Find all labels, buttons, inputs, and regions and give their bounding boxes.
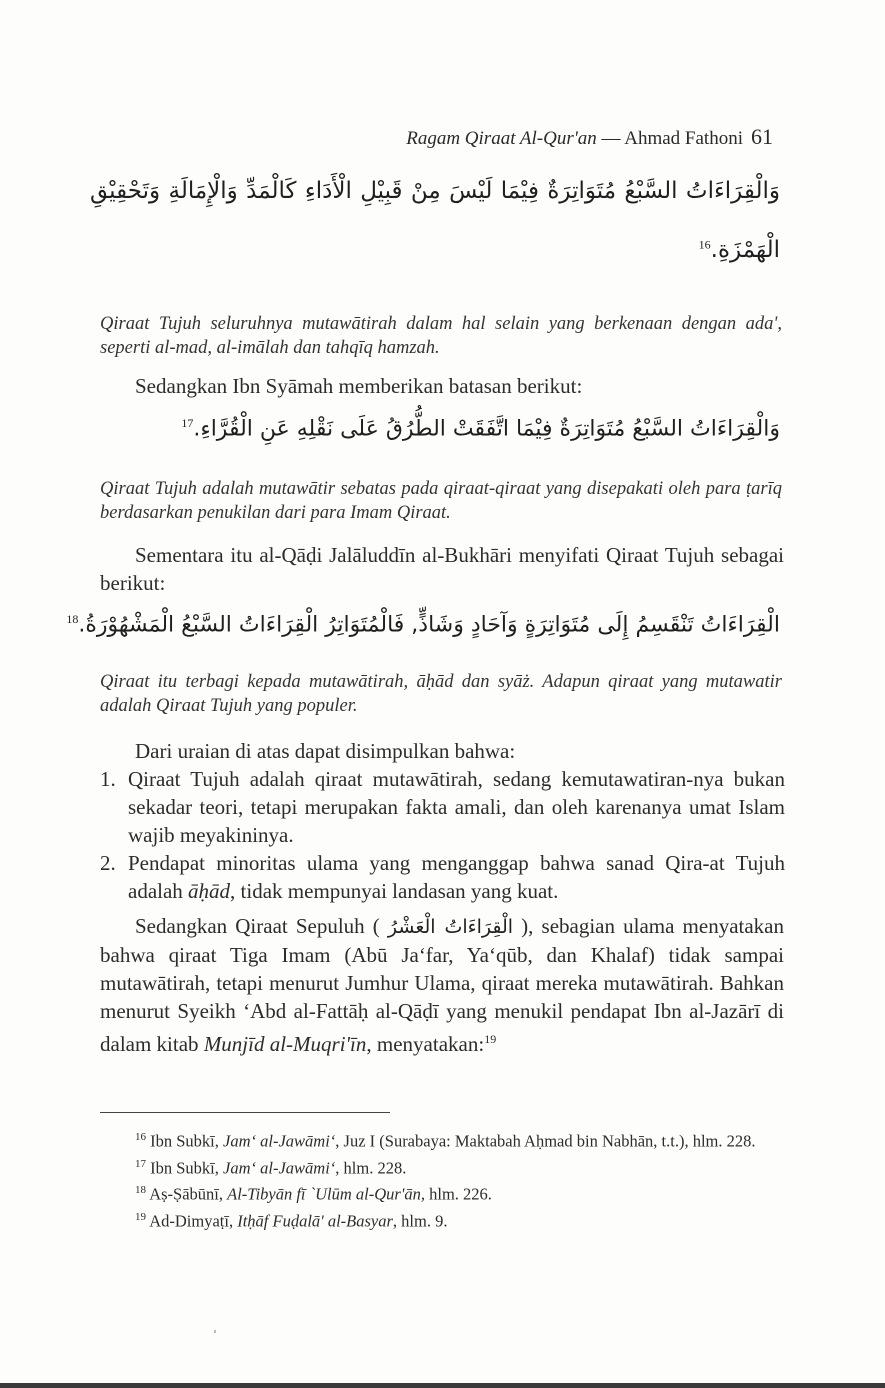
text-part: Sedangkan Qiraat Sepuluh ( — [135, 914, 380, 938]
list-item — [100, 849, 785, 905]
arabic-quote-1-tail: الْهَمْزَةِ. — [710, 237, 780, 263]
text-part: , menyatakan: — [366, 1032, 485, 1056]
footnote-number: 19 — [135, 1210, 146, 1223]
footnote-title: Jam‘ al-Jawāmi‘ — [223, 1131, 336, 1151]
footnote-text: , Juz I (Surabaya: Maktabah Aḥmad bin Nabhān, t.t.), hlm. 228. — [335, 1131, 756, 1151]
arabic-quote-3 — [66, 612, 780, 638]
footnote-text: Ad-Dimyaṭī, — [149, 1211, 238, 1230]
list-text: Qiraat Tujuh adalah qiraat mutawātirah, sedang kemutawatiran-nya bukan sekadar teori, tetapi merupakan fakta amali, dan oleh karenanya umat Islam wajib meyakininya. — [128, 767, 785, 847]
footnote-number: 18 — [135, 1184, 146, 1196]
page-number: 61 — [751, 124, 773, 149]
list-number: 2. — [100, 851, 116, 875]
list-number: 1. — [100, 767, 116, 791]
footnote-text: , hlm. 228. — [335, 1158, 407, 1177]
arabic-quote-2 — [181, 416, 780, 442]
footnote-title: Jam‘ al-Jawāmi‘ — [223, 1158, 336, 1177]
scan-speck — [214, 1330, 216, 1333]
list-text — [128, 849, 785, 905]
header-separator: — — [596, 128, 625, 149]
footnote-text: Aṣ-Ṣābūnī, — [149, 1184, 228, 1204]
scan-bottom-edge — [0, 1383, 885, 1388]
footnote-rule — [100, 1112, 390, 1113]
list-text-italic: āḥād — [188, 879, 231, 903]
footnote-ref-17: 17 — [181, 416, 194, 430]
footnote-title: Al-Tibyān fī `Ulūm al-Qur'ān, — [227, 1184, 425, 1204]
paragraph-jalaluddin: Sementara itu al-Qāḍi Jalāluddīn al-Bukhāri menyifati Qiraat Tujuh sebagai berikut: — [100, 543, 784, 595]
footnote — [100, 1126, 784, 1153]
footnote-number: 16 — [135, 1131, 146, 1143]
arabic-inline: الْقِرَاءَاتُ الْعَشْرُ — [387, 916, 514, 938]
footnote-text: Ibn Subkī, — [150, 1131, 224, 1151]
book-title: Munjīd al-Muqri'īn — [203, 1032, 367, 1056]
footnotes — [100, 1126, 784, 1232]
text-part: ), sebagian ulama menyatakan bahwa qiraat Tiga Imam (Abū Ja‘far, Ya‘qūb, dan Khalaf) tidak sampai mutawātirah, tetapi menurut Jumhur Ulama, qiraat mereka mutawātirah. Bahkan menurut Syeikh ‘Abd al-Fattāḥ al-Qāḍī yang menukil pendapat Ibn al-Jazārī di dalam kitab — [100, 914, 785, 1056]
paragraph-qiraat-sepuluh — [100, 912, 784, 1058]
arabic-quote-2-text: وَالْقِرَاءَاتُ السَّبْعُ مُتَوَاتِرَةٌ فِيْمَا اتَّفَقَتْ الطُّرُقُ عَلَى نَقْلِهِ عَنِ الْقُرَّاءِ. — [193, 416, 780, 442]
header-title: Ragam Qiraat Al-Qur'an — [406, 128, 597, 149]
list-item — [100, 765, 785, 849]
footnote — [100, 1179, 784, 1206]
footnote-text: Ibn Subkī, — [150, 1158, 224, 1177]
arabic-quote-3-text: الْقِرَاءَاتُ تَنْقَسِمُ إِلَى مُتَوَاتِرَةٍ وَآحَادٍ وَشَاذٍّ, فَالْمُتَوَاتِرُ الْقِرَاءَاتُ السَّبْعُ الْمَشْهُوْرَةُ. — [78, 612, 780, 638]
footnote-title: Itḥāf Fuḍalā' al-Basyar — [237, 1211, 393, 1230]
footnote — [100, 1153, 784, 1180]
paragraph-ibn-syamah: Sedangkan Ibn Syāmah memberikan batasan berikut: — [135, 374, 583, 398]
translation-1: Qiraat Tujuh seluruhnya mutawātirah dalam hal selain yang berkenaan dengan ada', seperti al-mad, al-imālah dan tahqīq hamzah. — [100, 314, 782, 358]
header-author: Ahmad Fathoni — [624, 128, 743, 149]
running-header — [406, 124, 773, 150]
footnote — [100, 1206, 784, 1233]
translation-3: Qiraat itu terbagi kepada mutawātirah, āḥād dan syāż. Adapun qiraat yang mutawatir adalah Qiraat Tujuh yang populer. — [100, 672, 782, 716]
footnote-text: hlm. 226. — [425, 1184, 492, 1204]
footnote-ref-18: 18 — [66, 612, 79, 626]
conclusion-intro: Dari uraian di atas dapat disimpulkan bahwa: — [135, 739, 516, 763]
footnote-ref-16: 16 — [698, 237, 711, 252]
arabic-quote-1-line-2 — [699, 237, 780, 263]
list-text-part: , tidak mempunyai landasan yang kuat. — [230, 879, 559, 903]
arabic-quote-1-line-1: وَالْقِرَاءَاتُ السَّبْعُ مُتَوَاتِرَةٌ فِيْمَا لَيْسَ مِنْ قَبِيْلِ الْأَدَاءِ كَالْمَدِّ وَالْإِمَالَةِ وَتَحْقِيْقِ — [90, 178, 780, 204]
list-text-part: Pendapat minoritas ulama yang menganggap bahwa sanad Qira-at Tujuh adalah — [128, 851, 785, 903]
conclusion-list — [100, 765, 785, 905]
translation-2: Qiraat Tujuh adalah mutawātir sebatas pada qiraat-qiraat yang disepakati oleh para ṭarīq berdasarkan penukilan dari para Imam Qiraat. — [100, 479, 782, 523]
footnote-text: , hlm. 9. — [392, 1211, 448, 1230]
footnote-number: 17 — [135, 1157, 146, 1170]
footnote-ref-19: 19 — [484, 1032, 497, 1046]
